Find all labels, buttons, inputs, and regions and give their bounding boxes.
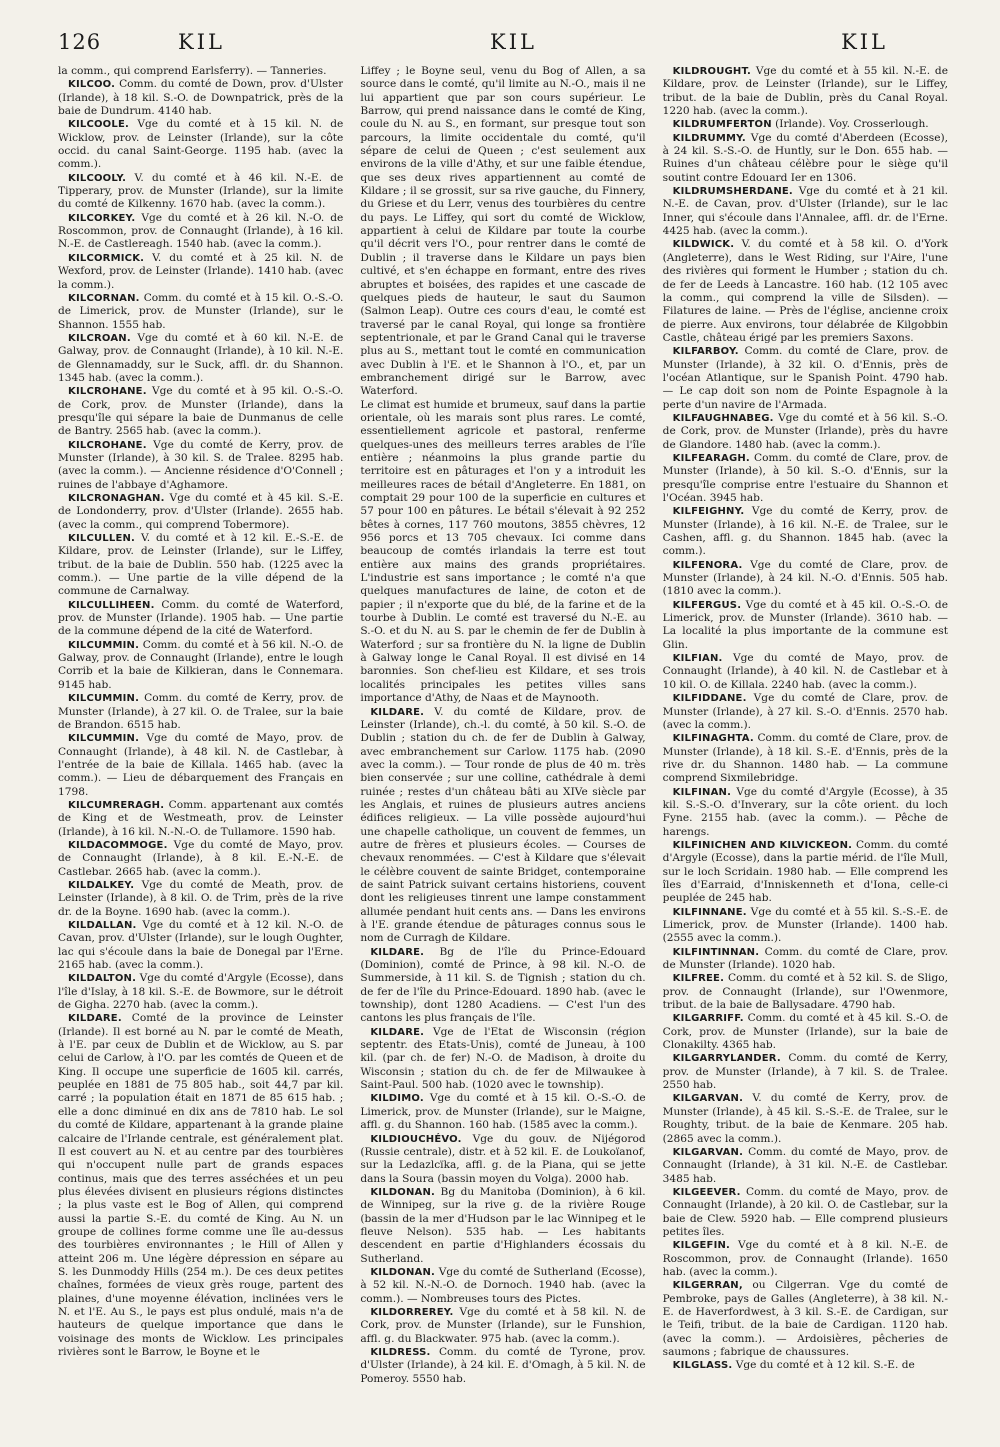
dictionary-entry (663, 1279, 948, 1359)
entry-text: Comm. du comté de Clare, prov. de Munster (Irlande), à 32 kil. O. d'Ennis, près de l'océan Atlantique, sur le Spanish Point. 4790 hab. — Le cap doit son nom de Pointe Espagnole à la perte d'un navire de l'Armada. (662, 345, 948, 411)
entry-text: Vge du comté d'Argyle (Ecosse), dans l'île d'Islay, à 18 kil. S.-E. de Bowmore, sur le détroit de Gigha. 2270 hab. (avec la comm.). (58, 972, 344, 1012)
entry-text: Vge du comté et à 26 kil. N.-O. de Roscommon, prov. de Connaught (Irlande), à 16 kil. N.-E. de Castlereagh. 1540 hab. (avec la comm.). (58, 211, 344, 251)
entry-text: Vge du comté et à 45 kil. O.-S.-O. de Limerick, prov. de Munster (Irlande). 3610 hab. — La localité la plus importante de la commune est Glin. (662, 598, 948, 651)
dictionary-entry (58, 732, 343, 799)
entry-headword: KILDARE. (370, 946, 425, 958)
dictionary-entry (58, 212, 343, 252)
entry-headword: KILDARE. (370, 1026, 425, 1038)
dictionary-entry (663, 786, 948, 839)
entry-headword: KILCORNAN. (68, 292, 140, 304)
running-head-right: KIL (841, 30, 888, 54)
entry-headword: KILCORMICK. (68, 252, 145, 264)
entry-text: Vge du comté et à 15 kil. N. de Wicklow, prov. de Leinster (Irlande), sur la côte occid. du canal Saint-George. 1195 hab. (avec la comm.). (58, 118, 344, 171)
entry-headword: KILFIAN. (672, 653, 723, 665)
entry-headword: KILGLASS. (672, 1360, 733, 1372)
dictionary-entry (58, 599, 343, 639)
dictionary-entry (58, 799, 343, 839)
entry-text: Vge du comté et à 56 kil. S.-O. de Cork, prov. de Munster (Irlande), près du havre de Glandore. 1480 hab. (avec la comm.). (662, 411, 948, 451)
dictionary-entry (663, 839, 948, 906)
dictionary-entry (663, 132, 948, 185)
entry-text: Vge du comté et à 21 kil. N.-E. de Cavan, prov. d'Ulster (Irlande), sur le lac Inner, qui s'écoule dans l'Annalee, affl. dr. de l'Erne. 4425 hab. (avec la comm.). (662, 185, 948, 238)
dictionary-entry (58, 292, 343, 332)
entry-text: Comm. du comté de Tyrone, prov. d'Ulster (Irlande), à 24 kil. E. d'Omagh, à 5 kil. N. de Pomeroy. 5550 hab. (360, 1346, 646, 1385)
dictionary-entry (663, 1092, 948, 1145)
dictionary-entry (663, 65, 948, 118)
entry-text: Comm. du comté et à 56 kil. N.-O. de Galway, prov. de Connaught (Irlande), entre le lough Corrib et la baie de Kilkieran, dans le Connemara. 9145 hab. (58, 638, 344, 691)
dictionary-entry (58, 692, 343, 732)
dictionary-entry (58, 252, 343, 292)
dictionary-entry (663, 452, 948, 505)
entry-text: V. du comté et à 12 kil. E.-S.-E. de Kildare, prov. de Leinster (Irlande), sur le Liffey, tribut. de la baie de Dublin. 550 hab. (1225 avec la comm.). — Une partie de la ville dépend de la commune de Carnalway. (58, 532, 344, 598)
column-3 (663, 65, 948, 1435)
dictionary-entry (58, 639, 343, 692)
entry-headword: KILFERGUS. (672, 599, 742, 611)
entry-headword: KILDALKEY. (68, 879, 135, 891)
text-columns (58, 65, 948, 1435)
dictionary-entry (58, 172, 343, 212)
entry-text: Vge du comté de Clare, prov. de Munster (Irlande), à 24 kil. N.-O. d'Ennis. 505 hab. (1810 avec la comm.). (662, 558, 948, 598)
entry-headword: KILDALTON. (68, 973, 137, 985)
entry-headword: KILGARRYLANDER. (672, 1053, 781, 1065)
entry-text: Comm. du comté de Clare, prov. de Munster (Irlande), à 18 kil. S.-E. d'Ennis, près de la rive dr. du Shannon. 1480 hab. — La commune comprend Sixmilebridge. (662, 732, 948, 785)
entry-headword: KILFARBOY. (672, 346, 739, 358)
dictionary-entry (58, 65, 343, 78)
entry-text: Vge du comté et à 12 kil. N.-O. de Cavan, prov. d'Ulster (Irlande), sur le lough Oughter, lac qui s'écoule dans la baie de Donegal par l'Erne. 2165 hab. (avec la comm.). (58, 919, 344, 972)
entry-text: Comm. du comté et à 52 kil. S. de Sligo, prov. de Connaught (Irlande), sur l'Owenmore, tribut. de la baie de Ballysadare. 4790 hab. (662, 972, 948, 1012)
entry-headword: KILCUMMIN. (68, 693, 140, 705)
entry-text: Comm. du comté de Clare, prov. de Munster (Irlande), à 50 kil. S.-O. d'Ennis, sur la presqu'île comprise entre l'estuaire du Shannon et l'Océan. 3945 hab. (662, 451, 948, 504)
dictionary-entry (663, 559, 948, 599)
entry-text: Comté de la province de Leinster (Irlande). Il est borné au N. par le comté de Meath, à l'E. par ceux de Dublin et de Wicklow, au S. par celui de Carlow, à l'O. par les comtés de Queen et de King. Il occupe une superficie de 1605 kil. carrés, peuplée en 1881 de 75 805 hab., soit 44,7 par kil. carré ; la population était en 1871 de 85 615 hab. ; elle a donc diminué en dix ans de 7810 hab. Le sol du comté de Kildare, appartenant à la grande plaine calcaire de l'Irlande centrale, est généralement plat. Il est couvert au N. et au centre par des tourbières qui n'occupent nulle part de grands espaces continus, mais que des terres asséchées et un peu plus élevées divisent en plusieurs régions distinctes ; la plus vaste est le Bog of Allen, qui comprend aussi la partie S.-E. du comté de King. Au N. un groupe de collines forme comme une île au-dessus des tourbières environnantes ; le Hill of Allen y atteint 206 m. Une légère dépression en sépare au S. les Dunmoddy Hills (254 m.). De ces deux petites chaînes, formées de vieux grès rouge, partent des plaines, d'une moyenne élévation, inclinées vers le N. et l'E. Au S., le pays est plus ondulé, mais n'a de hauteurs de quelque importance que dans le voisinage des monts de Wicklow. Les principales rivières sont le Barrow, le Boyne et le (58, 1012, 344, 1358)
entry-headword: KILDWICK. (672, 239, 735, 251)
dictionary-entry (58, 492, 343, 532)
entry-text: Comm. du comté d'Argyle (Ecosse), dans la partie mérid. de l'île Mull, sur le loch Scridain. 1980 hab. — Elle comprend les îles d'Earraid, d'Inniskenneth et d'Iona, celle-ci peuplée de 245 hab. (662, 838, 948, 905)
entry-text: Comm. du comté de Kerry, prov. de Munster (Irlande), à 7 kil. S. de Tralee. 2550 hab. (662, 1052, 948, 1092)
entry-headword: KILDALLAN. (68, 920, 137, 931)
dictionary-entry (360, 1186, 645, 1266)
dictionary-entry (360, 1306, 645, 1346)
entry-text: la comm., qui comprend Earlsferry). — Tanneries. (58, 65, 327, 77)
dictionary-entry (360, 65, 645, 399)
dictionary-entry (663, 1146, 948, 1186)
entry-headword: KILCOOLY. (68, 172, 127, 184)
entry-headword: KILDACOMMOGE. (68, 839, 168, 851)
entry-text: Vge du comté et à 12 kil. S.-E. de (735, 1359, 915, 1372)
dictionary-entry (58, 439, 343, 492)
dictionary-entry (663, 599, 948, 652)
entry-text: Vge du comté et à 45 kil. S.-E. de Londonderry, prov. d'Ulster (Irlande). 2655 hab. (avec la comm., qui comprend Tobermore). (58, 492, 344, 531)
entry-headword: KILDRESS. (370, 1347, 431, 1358)
entry-text: Vge du comté de Mayo, prov. de Connaught (Irlande), à 40 kil. N. de Castlebar et à 10 kil. O. de Killala. 2240 hab. (avec la comm.). (662, 652, 948, 691)
running-head-left: KIL (178, 30, 225, 54)
dictionary-entry (58, 332, 343, 385)
dictionary-entry (58, 1012, 343, 1359)
entry-headword: KILDIOUCHÉVO. (370, 1133, 462, 1145)
entry-text: Comm. du comté de Waterford, prov. de Munster (Irlande). 1905 hab. — Une partie de la commune dépend de la cité de Waterford. (58, 598, 344, 638)
dictionary-entry (58, 879, 343, 919)
entry-text: (Irlande). Voy. Crosserlough. (775, 118, 929, 131)
entry-headword: KILCROHANE. (68, 439, 147, 451)
dictionary-entry (663, 692, 948, 732)
entry-headword: KILGARRIFF. (672, 1013, 744, 1025)
entry-text: Vge du comté de Sutherland (Ecosse), à 52 kil. N.-N.-O. de Dornoch. 1940 hab. (avec la comm.). — Nombreuses tours des Pictes. (360, 1265, 646, 1305)
dictionary-entry (663, 1186, 948, 1239)
entry-text: Liffey ; le Boyne seul, venu du Bog of Allen, a sa source dans le comté, qu'il limite au N.-O., mais il ne lui appartient que par son cours supérieur. Le Barrow, qui prend naissance dans le comté de King, coule du N. au S., en formant, sur presque tout son parcours, la limite occidentale du comté, qu'il sépare de celui de Queen ; c'est seulement aux environs de la ville d'Athy, et sur une faible étendue, que ses deux rives appartiennent au comté de Kildare ; il se grossit, sur sa rive gauche, du Finnery, du Griese et du Lerr, venus des tourbières du centre du pays. Le Liffey, qui sort du comté de Wicklow, appartient à celui de Kildare par toute la courbe qu'il décrit vers l'O., pour rentrer dans le comté de Dublin ; il traverse dans le Kildare un pays bien cultivé, et s'en échappe en formant, entre des rives abruptes et boisées, des rapides et une cascade de quelques pieds de hauteur, le saut du Saumon (Salmon Leap). Outre ces cours d'eau, le comté est traversé par le canal Royal, qui longe sa frontière septentrionale, et par le Grand Canal qui le traverse plus au S., mettant tout le comté en communication avec Dublin à l'E. et le Shannon à l'O., et, par un embranchement dirigé sur le Barrow, avec Waterford. (360, 65, 646, 398)
entry-text: Comm. du comté de Mayo, prov. de Connaught (Irlande), à 20 kil. O. de Castlebar, sur la baie de Clew. 5920 hab. — Elle comprend plusieurs petites îles. (662, 1185, 948, 1238)
entry-text: Vge du comté de Kerry, prov. de Munster (Irlande), à 30 kil. S. de Tralee. 8295 hab. (avec la comm.). — Ancienne résidence d'O'Connell ; ruines de l'abbaye d'Aghamore. (58, 438, 344, 491)
dictionary-entry (663, 1052, 948, 1092)
column-1 (58, 65, 343, 1435)
entry-headword: KILCUMRERAGH. (68, 799, 165, 811)
entry-headword: KILCULLIHEEN. (68, 599, 155, 611)
entry-headword: KILDONAN. (370, 1186, 436, 1198)
entry-text: Vge du comté et à 8 kil. N.-E. de Roscommon, prov. de Connaught (Irlande). 1650 hab. (avec la comm.). (662, 1239, 948, 1278)
entry-headword: KILDONAN. (370, 1266, 436, 1278)
entry-headword: KILDORREREY. (370, 1306, 454, 1318)
dictionary-entry (663, 1239, 948, 1279)
entry-headword: KILDIMO. (370, 1093, 424, 1105)
dictionary-entry (663, 906, 948, 946)
entry-headword: KILCROAN. (68, 332, 131, 344)
dictionary-entry (58, 118, 343, 171)
entry-text: Vge du comté de Clare, prov. de Munster (Irlande), à 27 kil. S.-O. d'Ennis. 2570 hab. (avec la comm.). (662, 692, 948, 731)
entry-text: Vge du comté et à 55 kil. S.-S.-E. de Limerick, prov. de Munster (Irlande). 1400 hab. (2555 avec la comm.). (662, 905, 948, 945)
dictionary-entry (663, 505, 948, 558)
entry-text: Vge du comté d'Argyle (Ecosse), à 35 kil. S.-S.-O. d'Inverary, sur la côte orient. du loch Fyne. 2155 hab. (avec la comm.). — Pêche de harengs. (662, 785, 948, 838)
entry-text: Comm. du comté de Kerry, prov. de Munster (Irlande), à 27 kil. O. de Tralee, sur la baie de Brandon. 6515 hab. (58, 692, 344, 731)
dictionary-entry (663, 238, 948, 345)
entry-text: Vge du comté de Mayo, prov. de Connaught (Irlande), à 8 kil. E.-N.-E. de Castlebar. 2665 hab. (avec la comm.). (58, 838, 344, 878)
entry-text: V. du comté et à 25 kil. N. de Wexford, prov. de Leinster (Irlande). 1410 hab. (avec la comm.). (58, 251, 344, 291)
entry-text: Comm. du comté et à 45 kil. S.-O. de Cork, prov. de Munster (Irlande), sur la baie de Clonakilty. 4365 hab. (662, 1012, 948, 1052)
entry-headword: KILFEIGHNY. (672, 506, 745, 518)
entry-text: Vge du comté et à 60 kil. N.-E. de Galway, prov. de Connaught (Irlande), à 10 kil. N.-E. de Glennamaddy, sur le Suck, affl. dr. du Shannon. 1345 hab. (avec la comm.). (58, 331, 344, 384)
dictionary-entry (58, 532, 343, 599)
entry-headword: KILFINICHEN AND KILVICKEON. (672, 839, 853, 851)
entry-text: Vge du comté et à 95 kil. O.-S.-O. de Cork, prov. de Munster (Irlande), dans la presqu'île qui sépare la baie de Dunmanus de celle de Bantry. 2565 hab. (avec la comm.). (58, 385, 344, 438)
entry-headword: KILGERRAN, (672, 1280, 743, 1292)
entry-headword: KILDARE. (68, 1013, 122, 1025)
entry-text: Vge du comté et à 55 kil. N.-E. de Kildare, prov. de Leinster (Irlande), sur le Liffey, tribut. de la baie de Dublin, près du Canal Royal. 1220 hab. (avec la comm.). (662, 65, 948, 118)
entry-headword: KILCUMMIN. (68, 733, 140, 745)
dictionary-entry (360, 1266, 645, 1306)
dictionary-entry (360, 1346, 645, 1386)
entry-headword: KILDROUGHT. (672, 66, 751, 77)
dictionary-entry (663, 185, 948, 238)
entry-headword: KILDRUMSHERDANE. (672, 186, 793, 198)
entry-headword: KILGEFIN. (672, 1240, 731, 1252)
dictionary-entry (663, 652, 948, 692)
entry-headword: KILFEARAGH. (672, 452, 750, 464)
dictionary-entry (663, 972, 948, 1012)
entry-text: Vge du comté de Meath, prov. de Leinster (Irlande), à 8 kil. O. de Trim, près de la rive dr. de la Boyne. 1690 hab. (avec la comm.). (58, 878, 344, 918)
dictionary-entry (58, 78, 343, 118)
dictionary-entry (663, 732, 948, 785)
entry-text: V. du comté et à 58 kil. O. d'York (Angleterre), dans le West Riding, sur l'Aire, l'une des rivières qui forment le Humber ; station du ch. de fer de Leeds à Lancastre. 160 hab. (12 105 avec la comm., qui comprend la ville de Silsden). — Filatures de laine. — Près de l'église, ancienne croix de pierre. Aux environs, tour délabrée de Kilgobbin Castle, château érigé par les premiers Saxons. (662, 238, 948, 344)
entry-text: Vge du comté et à 15 kil. O.-S.-O. de Limerick, prov. de Munster (Irlande), sur le Maigne, affl. g. du Shannon. 160 hab. (1585 avec la comm.). (360, 1092, 646, 1132)
page-header (58, 30, 948, 64)
entry-headword: KILDARE. (370, 706, 425, 718)
entry-headword: KILGARVAN. (672, 1146, 744, 1158)
column-2 (360, 65, 645, 1435)
entry-headword: KILCORKEY. (68, 212, 136, 224)
dictionary-entry (360, 706, 645, 946)
entry-headword: KILCULLEN. (68, 533, 136, 545)
entry-headword: KILCOO. (68, 79, 116, 91)
entry-text: V. du comté de Kerry, prov. de Munster (Irlande), à 45 kil. S.-S.-E. de Tralee, sur le Roughty, tribut. de la baie de Kenmare. 205 hab. (2865 avec la comm.). (662, 1092, 948, 1145)
entry-headword: KILGARVAN. (672, 1093, 744, 1105)
entry-headword: KILFINAN. (672, 786, 732, 798)
dictionary-entry (58, 919, 343, 972)
entry-text: Le climat est humide et brumeux, sauf dans la partie orientale, où les marais sont plus rares. Le comté, essentiellement agricole et pastoral, renferme quelques-unes des meilleurs terres arables de l'île entière ; néanmoins la plus grande partie du territoire est en pâturages et l'on y a introduit les meilleures races de bétail d'Angleterre. En 1881, on comptait 29 pour 100 de la superficie en cultures et 57 pour 100 en pâtures. Le bétail s'élevait à 92 252 bêtes à cornes, 117 760 moutons, 3855 chèvres, 12 956 porcs et 13 705 chevaux. Ici comme dans beaucoup de comtés irlandais la terre est tout entière aux mains des grands propriétaires. L'industrie est sans importance ; le comté n'a que quelques manufactures de laine, de coton et de papier ; il n'exporte que du blé, de la farine et de la tourbe à Dublin. Le comté est traversé du N.-E. au S.-O. et du N. au S. par le chemin de fer de Dublin à Waterford ; sur sa frontière du N. la ligne de Dublin à Galway longe le Canal Royal. Il est divisé en 14 baronnies. Son chef-lieu est Kildare, et ses trois localités principales les petites villes sans importance d'Athy, de Naas et de Maynooth. (360, 398, 646, 705)
entry-headword: KILFINTINNAN. (672, 946, 760, 958)
dictionary-entry (360, 1133, 645, 1186)
entry-text: V. du comté et à 46 kil. N.-E. de Tipperary, prov. de Munster (Irlande), sur la limite du comté de Kilkenny. 1670 hab. (avec la comm.). (58, 171, 344, 211)
entry-text: Vge du comté de Kerry, prov. de Munster (Irlande), à 16 kil. N.-E. de Tralee, sur le Cashen, affl. g. du Shannon. 1845 hab. (avec la comm.). (662, 505, 948, 558)
entry-headword: KILDRUMFERTON (672, 119, 772, 131)
dictionary-entry (58, 839, 343, 879)
page-number: 126 (58, 30, 102, 54)
entry-text: Vge du gouv. de Nijégorod (Russie centrale), distr. et à 52 kil. E. de Loukoïanof, sur la Ledazlcïka, affl. g. de la Piana, qui se jette dans la Soura (bassin moyen du Volga). 2000 hab. (360, 1132, 646, 1185)
entry-headword: KILFENORA. (672, 559, 743, 571)
dictionary-entry (58, 972, 343, 1012)
entry-text: ou Cilgerran. Vge du comté de Pembroke, pays de Galles (Angleterre), à 38 kil. N.-E. de Haverfordwest, à 3 kil. S.-E. de Cardigan, sur le Teifi, tribut. de la baie de Cardigan. 1120 hab. (avec la comm.). — Ardoisières, pêcheries de saumons ; fabrique de chaussures. (662, 1279, 948, 1358)
dictionary-entry (663, 1359, 948, 1372)
entry-headword: KILFINNANE. (672, 906, 747, 918)
dictionary-entry (663, 118, 948, 131)
entry-headword: KILCUMMIN. (68, 639, 140, 651)
entry-text: Bg du Manitoba (Dominion), à 6 kil. de Winnipeg, sur la rive g. de la rivière Rouge (bassin de la mer d'Hudson par le lac Winnipeg et le fleuve Nelson). 535 hab. — Les habitants descendent en partie d'Highlanders écossais du Sutherland. (360, 1185, 646, 1265)
dictionary-entry (663, 412, 948, 452)
entry-headword: KILDRUMMY. (672, 132, 746, 144)
entry-text: Comm. appartenant aux comtés de King et de Westmeath, prov. de Leinster (Irlande), à 16 kil. N.-N.-O. de Tullamore. 1590 hab. (58, 798, 344, 838)
dictionary-entry (360, 1026, 645, 1093)
dictionary-entry (58, 385, 343, 438)
entry-headword: KILFINAGHTA. (672, 733, 754, 745)
entry-headword: KILGEEVER. (672, 1186, 741, 1198)
entry-text: Comm. du comté et à 15 kil. O.-S.-O. de Limerick, prov. de Munster (Irlande), sur le Shannon. 1555 hab. (58, 291, 344, 331)
entry-text: Vge du comté et à 58 kil. N. de Cork, prov. de Munster (Irlande), sur le Funshion, affl. g. du Blackwater. 975 hab. (avec la comm.). (360, 1305, 646, 1345)
entry-headword: KILCOOLE. (68, 119, 129, 131)
dictionary-entry (360, 1092, 645, 1132)
dictionary-entry (663, 946, 948, 973)
entry-text: Vge du comté d'Aberdeen (Ecosse), à 24 kil. S.-S.-O. de Huntly, sur le Don. 655 hab. — Ruines d'un château célèbre pour le siège qu'il soutint contre Edouard Ier en 1306. (662, 131, 948, 184)
entry-headword: KILFIDDANE. (672, 693, 747, 705)
dictionary-entry (360, 946, 645, 1026)
entry-headword: KILCROHANE. (68, 386, 147, 398)
entry-text: V. du comté de Kildare, prov. de Leinster (Irlande), ch.-l. du comté, à 50 kil. S.-O. de Dublin ; station du ch. de fer de Dublin à Galway, avec embranchement sur Carlow. 1175 hab. (2090 avec la comm.). — Tour ronde de plus de 40 m. très bien conservée ; sur une colline, cathédrale à demi ruinée ; restes d'un château bâti au XIVe siècle par les Anglais, et ruines de plusieurs autres anciens édifices religieux. — La ville possède aujourd'hui une chapelle catholique, un couvent de femmes, un autre de frères et plusieurs écoles. — Courses de chevaux renommées. — C'est à Kildare que s'élevait le célèbre couvent de sainte Bridget, contemporaine de saint Patrick suivant certains historiens, couvent dont les religieuses tinrent une lampe constamment allumée pendant huit cents ans. — Dans les environs à l'E. grande étendue de pâturages connus sous le nom de Curragh de Kildare. (360, 705, 646, 945)
dictionary-entry (663, 1012, 948, 1052)
entry-headword: KILFREE. (672, 973, 725, 985)
dictionary-entry (663, 345, 948, 412)
entry-text: Bg de l'île du Prince-Edouard (Dominion), comté de Prince, à 98 kil. N.-O. de Summerside, à 11 kil. S. de Tignish ; station du ch. de fer de l'île du Prince-Edouard. 1890 hab. (avec le township), dont 1280 Acadiens. — C'est l'un des cantons les plus français de l'île. (360, 945, 646, 1025)
entry-headword: KILCRONAGHAN. (68, 493, 165, 504)
entry-text: Vge du comté de Mayo, prov. de Connaught (Irlande), à 48 kil. N. de Castlebar, à l'entrée de la baie de Killala. 1465 hab. (avec la comm.). — Lieu de débarquement des Français en 1798. (58, 732, 344, 798)
entry-text: Comm. du comté de Down, prov. d'Ulster (Irlande), à 18 kil. S.-O. de Downpatrick, près de la baie de Dundrum. 4140 hab. (58, 78, 344, 118)
running-head-center: KIL (490, 30, 537, 54)
dictionary-entry (360, 399, 645, 706)
entry-text: Comm. du comté de Mayo, prov. de Connaught (Irlande), à 31 kil. N.-E. de Castlebar. 3485 hab. (662, 1145, 948, 1185)
entry-text: Comm. du comté de Clare, prov. de Munster (Irlande). 1020 hab. (662, 945, 948, 972)
entry-headword: KILFAUGHNABEG. (672, 412, 774, 424)
entry-text: Vge de l'Etat de Wisconsin (région septentr. des Etats-Unis), comté de Juneau, à 100 kil. (par ch. de fer) N.-O. de Madison, à droite du Wisconsin ; station du ch. de fer de Milwaukee à Saint-Paul. 500 hab. (1020 avec le township). (360, 1025, 646, 1092)
